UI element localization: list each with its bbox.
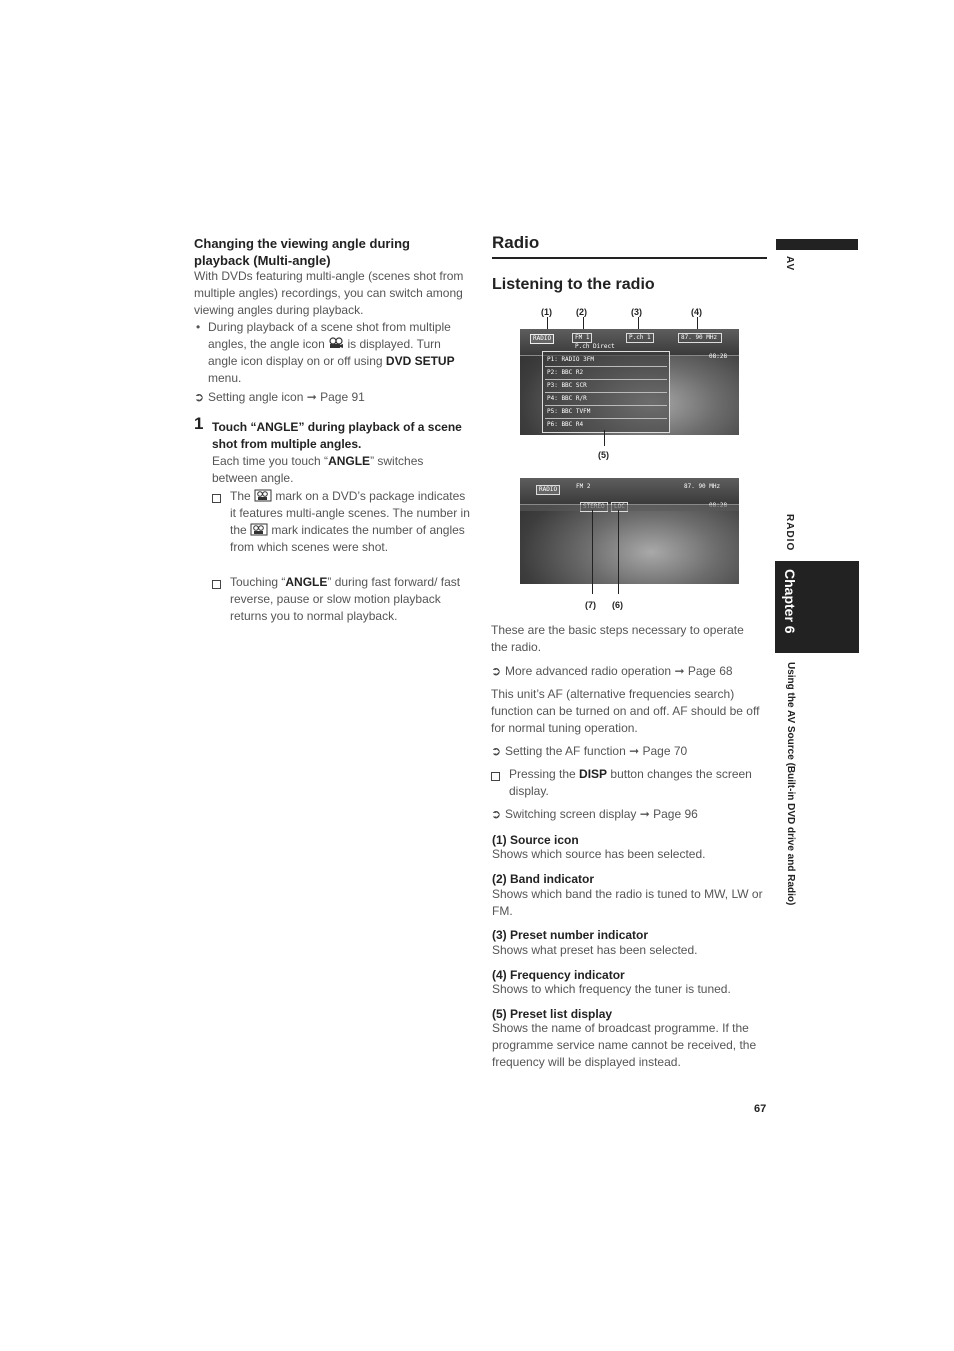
callout-3: (3): [631, 307, 642, 317]
angle-bold-1: ANGLE: [328, 454, 371, 468]
arrow-ref-icon-4: ➲: [491, 807, 502, 821]
item-title: (1) Source icon: [492, 833, 579, 847]
band-indicator-2: FM 2: [576, 483, 591, 490]
arrow-ref-icon-3: ➲: [491, 744, 502, 758]
item-desc: Shows what preset has been selected.: [492, 943, 698, 957]
angle-intro: With DVDs featuring multi-angle (scenes shot from multiple angles) recordings, you can switch among viewing angles during playback.: [194, 269, 464, 317]
multi-angle-mark-icon-2: [250, 523, 268, 536]
leader-5: [604, 430, 605, 446]
section-rule: [492, 257, 767, 259]
ref-switching-display: ➲ Switching screen display ➞ Page 96: [491, 807, 698, 821]
preset-row[interactable]: P1: RADIO 3FM: [545, 353, 667, 367]
side-av-label: AV: [784, 256, 795, 272]
preset-indicator: P.ch 1: [626, 333, 654, 343]
item-title: (2) Band indicator: [492, 872, 595, 886]
step-body: Each time you touch “ANGLE” switches between angle.: [212, 454, 424, 485]
item-title: (5) Preset list display: [492, 1007, 613, 1021]
leader-7: [592, 510, 593, 594]
ref-angle-text: Setting angle icon ➞ Page 91: [208, 390, 365, 404]
angle-camera-icon: [328, 337, 344, 349]
callout-2: (2): [576, 307, 587, 317]
radio-screen-standard: [520, 478, 739, 584]
note-box-icon-2: [212, 577, 225, 587]
source-icon: RADIO: [530, 334, 554, 344]
step-heading: Touch “ANGLE” during playback of a scene shot from multiple angles.: [212, 420, 462, 451]
leader-6: [618, 510, 619, 594]
side-using-label: Using the AV Source (Built-in DVD drive and Radio): [785, 662, 796, 906]
ref-af-function: ➲ Setting the AF function ➞ Page 70: [491, 744, 688, 758]
preset-row[interactable]: P6: BBC R4: [547, 421, 584, 428]
pch-direct-label: P.ch Direct: [575, 343, 615, 350]
frequency-indicator-2: 87. 90 MHz: [684, 483, 721, 490]
item-desc: Shows the name of broadcast programme. If the programme service name cannot be received, the frequency will be displayed instead.: [492, 1021, 757, 1069]
item-title: (3) Preset number indicator: [492, 928, 649, 942]
arrow-ref-icon: ➲: [194, 390, 205, 404]
step-number: 1: [194, 414, 204, 433]
band-indicator: FM 1: [572, 333, 592, 343]
preset-row[interactable]: P4: BBC R/R: [545, 392, 667, 406]
clock: 08:28: [709, 353, 728, 360]
callout-7: (7): [585, 600, 596, 610]
side-radio-label: RADIO: [784, 514, 795, 552]
arrow-ref-icon-2: ➲: [491, 664, 502, 678]
radio-intro: These are the basic steps necessary to operate the radio.: [491, 623, 744, 654]
ref-angle-icon: [194, 389, 470, 406]
side-top-bar: [776, 239, 858, 250]
bullet-text-d: menu.: [208, 371, 242, 385]
disp-label: DISP: [579, 767, 608, 781]
radio-screen-preset-list: [520, 329, 739, 435]
angle-heading: Changing the viewing angle during playback (Multi-angle): [194, 236, 410, 268]
frequency-indicator: 87. 90 MHz: [678, 333, 722, 343]
item-desc: Shows which source has been selected.: [492, 847, 706, 861]
item-title: (4) Frequency indicator: [492, 968, 625, 982]
dvd-setup-label: DVD SETUP: [385, 354, 455, 368]
callout-5: (5): [598, 450, 609, 460]
af-paragraph: This unit’s AF (alternative frequencies search) function can be turned on and off. AF should be off for normal tuning operation.: [491, 687, 760, 735]
callout-4: (4): [691, 307, 702, 317]
section-title-radio: Radio: [492, 233, 540, 252]
item-desc: Shows to which frequency the tuner is tuned.: [492, 982, 731, 996]
bullet-text-a: During playback of a scene shot from multiple angles, the angle icon: [208, 320, 451, 351]
note-box-icon: [212, 491, 225, 501]
note-fast-forward: Touching “ANGLE” during fast forward/ fast reverse, pause or slow motion playback returns you to normal playback.: [212, 574, 470, 625]
note-disp: Pressing the DISP button changes the screen display.: [491, 766, 763, 800]
item-desc: Shows which band the radio is tuned to MW, LW or FM.: [492, 887, 763, 918]
note-multi-angle: The mark on a DVD’s package indicates it features multi-angle scenes. The number in the mark indicates the number of angles from which scenes were shot.: [212, 488, 470, 556]
preset-row[interactable]: P2: BBC R2: [545, 366, 667, 380]
callout-1: (1): [541, 307, 552, 317]
screen-band-2: [520, 505, 739, 511]
ref-advanced-radio: ➲ More advanced radio operation ➞ Page 68: [491, 664, 733, 678]
callout-6: (6): [612, 600, 623, 610]
bullet-text-b: is displayed. Turn angle icon display on or off using: [208, 337, 441, 368]
preset-row[interactable]: P3: BBC SCR: [545, 379, 667, 393]
page-number: 67: [754, 1103, 767, 1115]
note-box-icon-3: [491, 769, 504, 779]
angle-bullet: • During playback of a scene shot from multiple angles, the angle icon is displayed. Turn angle icon display on or off using DVD SETUP menu.: [196, 320, 455, 385]
preset-row[interactable]: P5: BBC TVFM: [545, 405, 667, 419]
subsection-title: Listening to the radio: [492, 276, 655, 293]
multi-angle-mark-icon: [254, 489, 272, 502]
chapter-label: Chapter 6: [782, 569, 798, 634]
preset-list-display: [542, 351, 670, 433]
angle-bold-2: ANGLE: [285, 575, 328, 589]
source-icon-2: RADIO: [536, 485, 560, 495]
